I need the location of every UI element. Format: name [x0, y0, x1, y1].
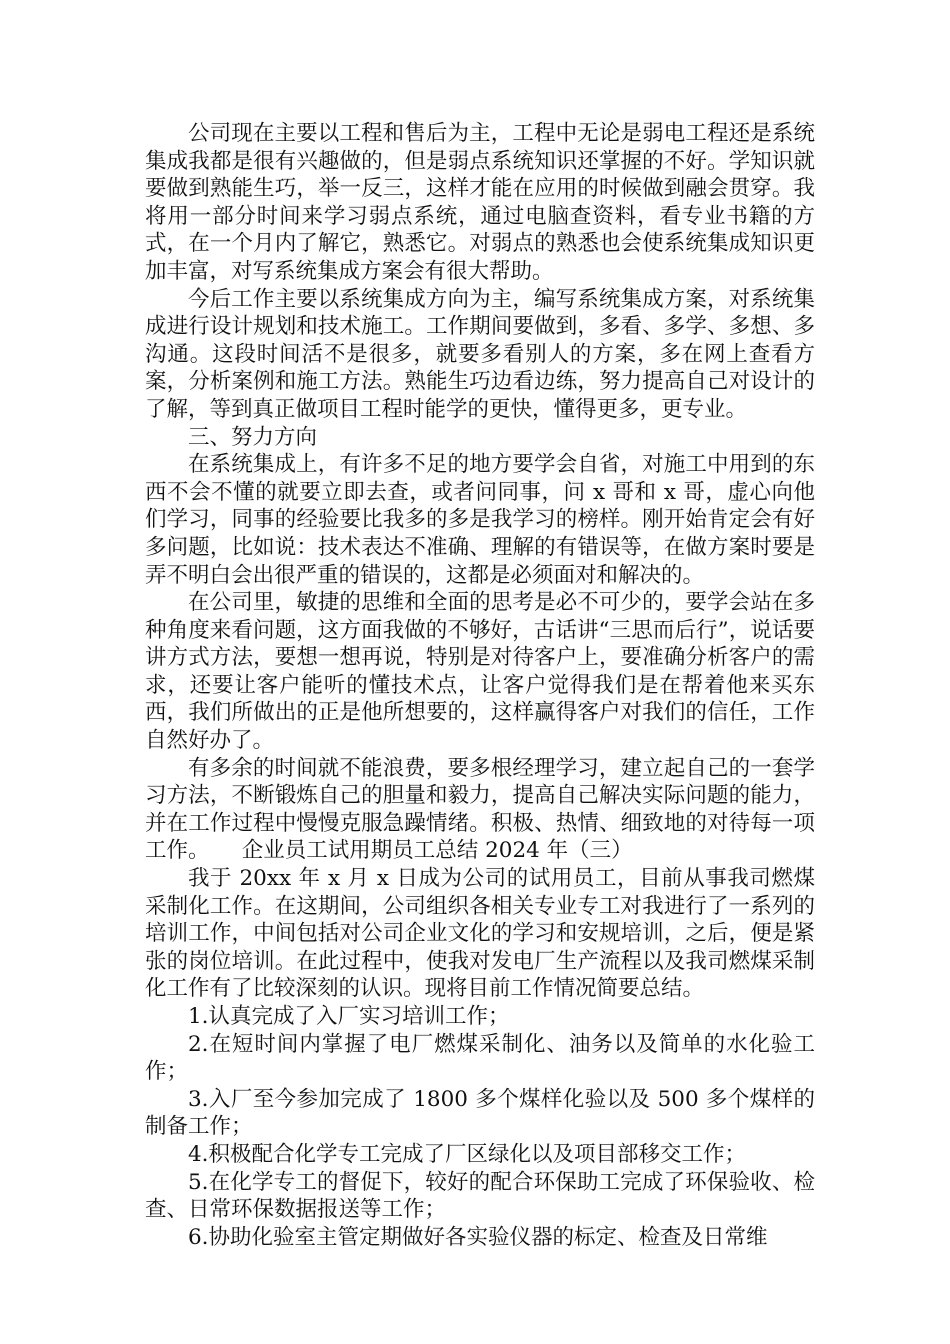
- list-item: 6.协助化验室主管定期做好各实验仪器的标定、检查及日常维: [188, 1224, 768, 1250]
- paragraph: 在公司里，敏捷的思维和全面的思考是必不可少的，要学会站在多种角度来看问题，这方面我做的不够好，古话讲“三思而后行”，说话要讲方式方法，要想一想再说，特别是对待客户上，要准确分析客户的需求，还要让客户能听的懂技术点，让客户觉得我们是在帮着他来买东西，我们所做出的正是他所想要的，这样赢得客户对我们的信任，工作自然好办了。: [145, 590, 815, 754]
- paragraph: 有多余的时间就不能浪费，要多根经理学习，建立起自己的一套学习方法，不断锻炼自己的胆量和毅力，提高自己解决实际问题的能力，并在工作过程中慢慢克服急躁情绪。积极、热情、细致地的对待每一项工作。 企业员工试用期员工总结 2024 年（三）: [145, 755, 815, 864]
- document-body: [145, 120, 815, 1251]
- paragraph: 在系统集成上，有许多不足的地方要学会自省，对施工中用到的东西不会不懂的就要立即去查，或者问同事，问 x 哥和 x 哥，虚心向他们学习，同事的经验要比我多的多是我学习的榜样。刚开始肯定会有好多问题，比如说：技术表达不准确、理解的有错误等，在做方案时要是弄不明白会出很严重的错误的，这都是必须面对和解决的。: [145, 452, 815, 588]
- list-item: 5.在化学专工的督促下，较好的配合环保助工完成了环保验收、检查、日常环保数据报送等工作；: [145, 1169, 815, 1223]
- section-heading: 三、努力方向: [188, 424, 318, 450]
- list-item: 3.入厂至今参加完成了 1800 多个煤样化验以及 500 多个煤样的制备工作；: [145, 1086, 815, 1140]
- paragraph: 今后工作主要以系统集成方向为主，编写系统集成方案，对系统集成进行设计规划和技术施工。工作期间要做到，多看、多学、多想、多沟通。这段时间活不是很多，就要多看别人的方案，多在网上查看方案，分析案例和施工方法。熟能生巧边看边练，努力提高自己对设计的了解，等到真正做项目工程时能学的更快，懂得更多，更专业。: [145, 286, 815, 422]
- paragraph: 公司现在主要以工程和售后为主，工程中无论是弱电工程还是系统集成我都是很有兴趣做的，但是弱点系统知识还掌握的不好。学知识就要做到熟能生巧，举一反三，这样才能在应用的时候做到融会贯穿。我将用一部分时间来学习弱点系统，通过电脑查资料，看专业书籍的方式，在一个月内了解它，熟悉它。对弱点的熟悉也会使系统集成知识更加丰富，对写系统集成方案会有很大帮助。: [145, 121, 815, 284]
- paragraph: 我于 20xx 年 x 月 x 日成为公司的试用员工，目前从事我司燃煤采制化工作。在这期间，公司组织各相关专业专工对我进行了一系列的培训工作，中间包括对公司企业文化的学习和安规培训，之后，便是紧张的岗位培训。在此过程中，使我对发电厂生产流程以及我司燃煤采制化工作有了比较深刻的认识。现将目前工作情况简要总结。: [145, 866, 815, 1002]
- list-item: 2.在短时间内掌握了电厂燃煤采制化、油务以及简单的水化验工作；: [145, 1031, 815, 1085]
- list-item: 4.积极配合化学专工完成了厂区绿化以及项目部移交工作；: [188, 1141, 747, 1167]
- list-item: 1.认真完成了入厂实习培训工作；: [188, 1004, 510, 1029]
